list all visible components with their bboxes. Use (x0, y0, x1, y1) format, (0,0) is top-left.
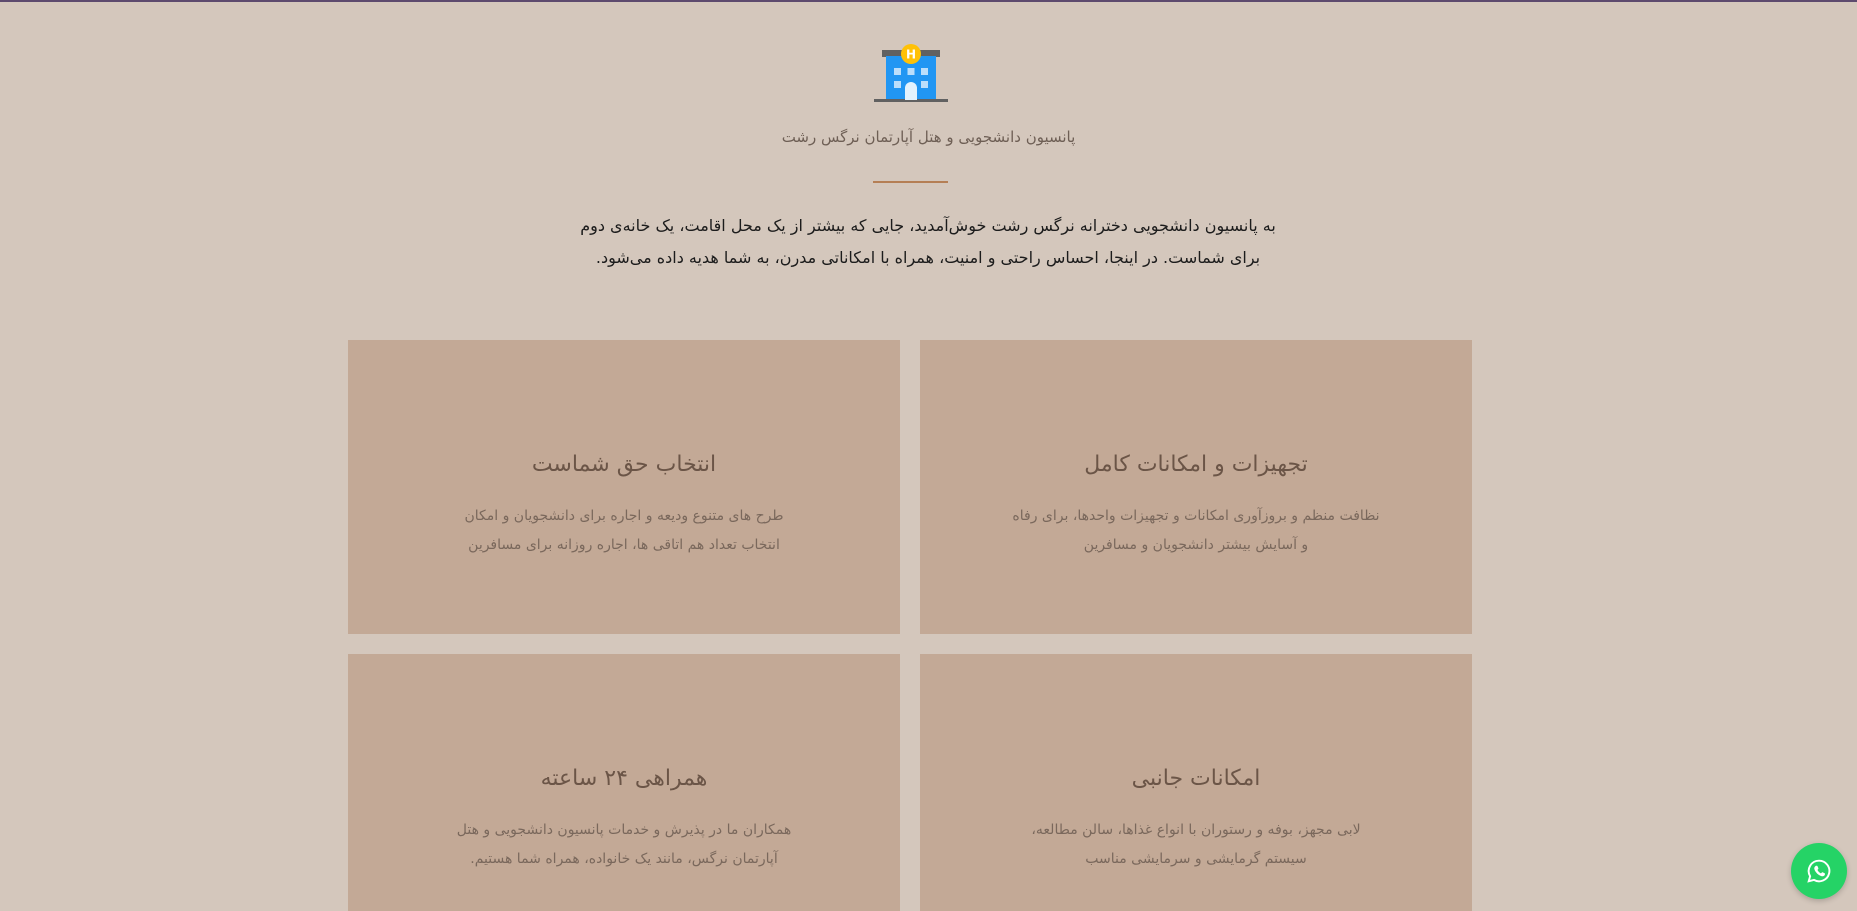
card-title: همراهی ۲۴ ساعته (540, 766, 708, 791)
feature-card-choice (348, 340, 900, 634)
feature-card-support (348, 654, 900, 911)
whatsapp-icon (1806, 858, 1832, 884)
intro-paragraph (528, 210, 1328, 274)
card-description (970, 816, 1422, 874)
card-description (398, 816, 850, 874)
whatsapp-chat-button[interactable] (1791, 843, 1847, 899)
card-description (398, 502, 850, 560)
card-description (970, 502, 1422, 560)
feature-card-equipment (920, 340, 1472, 634)
card-desc-line: سیستم گرمایشی و سرمایشی مناسب (1085, 851, 1307, 867)
card-desc-line: نظافت منظم و بروزآوری امکانات و تجهیزات واحدها، برای رفاه (1012, 508, 1380, 524)
intro-line-2: برای شماست. در اینجا، احساس راحتی و امنیت، همراه با امکاناتی مدرن، به شما هدیه داده می‌شود. (595, 248, 1261, 267)
hotel-building-icon (872, 44, 950, 108)
card-desc-line: آپارتمان نرگس، مانند یک خانواده، همراه شما هستیم. (470, 851, 778, 867)
card-desc-line: لابی مجهز، بوفه و رستوران با انواع غذاها، سالن مطالعه، (1031, 822, 1361, 838)
feature-card-amenities (920, 654, 1472, 911)
card-title: امکانات جانبی (1131, 766, 1261, 791)
top-accent-line (0, 0, 1857, 2)
card-desc-line: و آسایش بیشتر دانشجویان و مسافرین (1083, 537, 1309, 553)
card-desc-line: انتخاب تعداد هم اتاقی ها، اجاره روزانه برای مسافرین (468, 537, 780, 553)
site-subtitle: پانسیون دانشجویی و هتل آپارتمان نرگس رشت (781, 128, 1076, 146)
card-desc-line: طرح های متنوع ودیعه و اجاره برای دانشجویان و امکان (464, 508, 784, 524)
card-title: تجهیزات و امکانات کامل (1084, 452, 1308, 477)
card-desc-line: همکاران ما در پذیرش و خدمات پانسیون دانشجویی و هتل (456, 822, 792, 838)
title-divider (873, 181, 948, 183)
svg-text:H: H (905, 47, 917, 62)
intro-line-1: به پانسیون دانشجویی دخترانه نرگس رشت خوش‌آمدید، جایی که بیشتر از یک محل اقامت، یک خانه‌ی دوم (580, 216, 1276, 235)
card-title: انتخاب حق شماست (531, 452, 717, 477)
